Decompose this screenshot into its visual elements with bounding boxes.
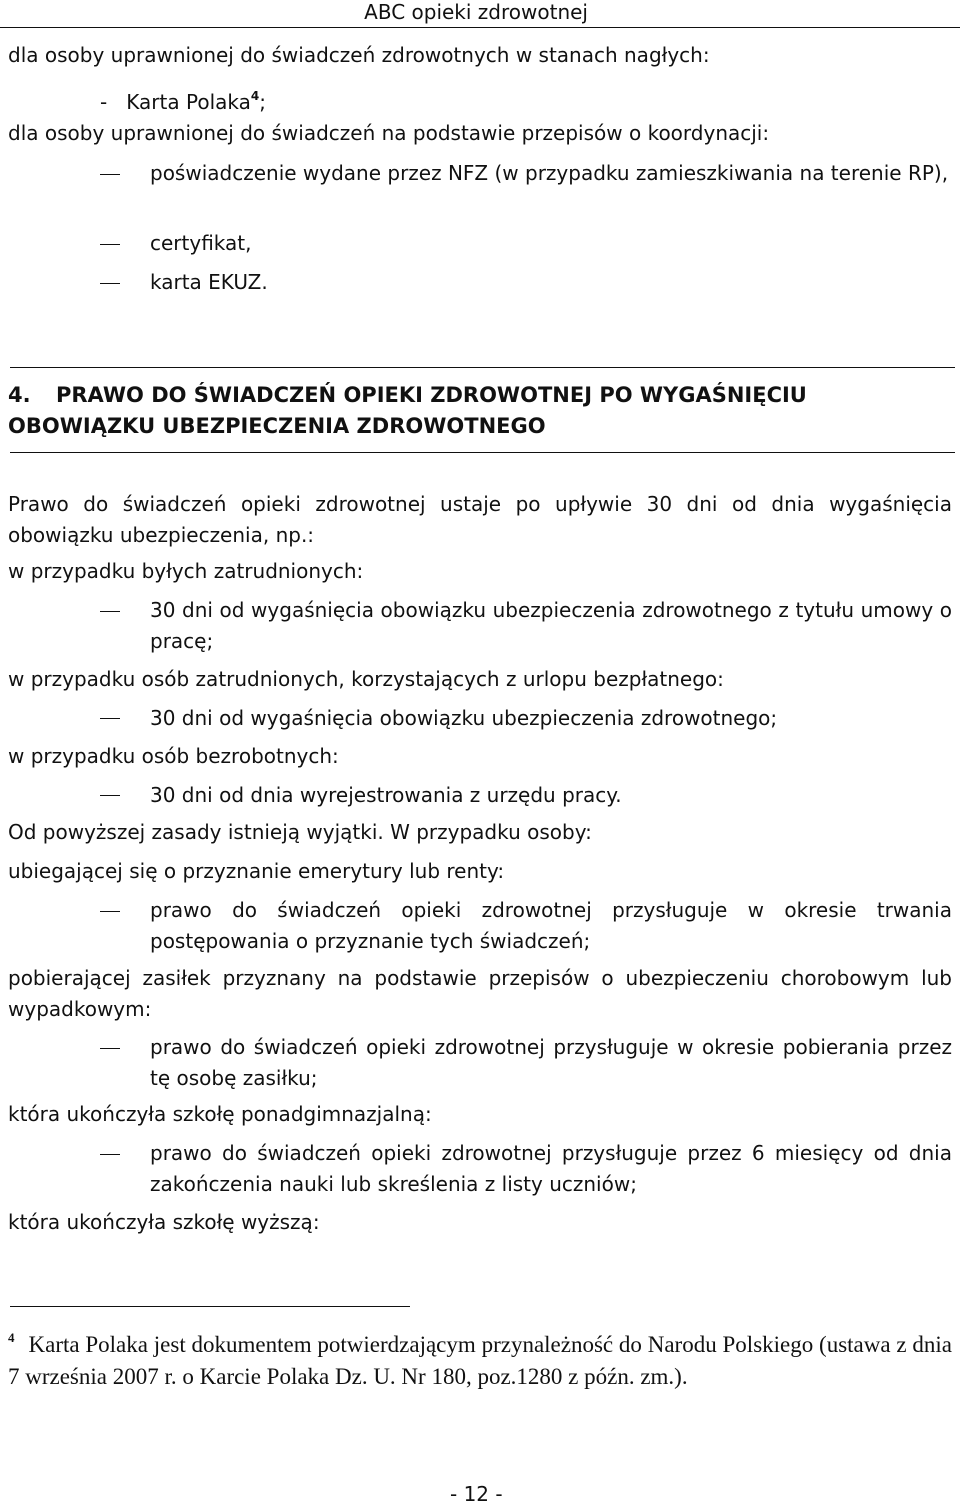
exceptions-intro: Od powyższej zasady istnieją wyjątki. W przypadku osoby: (8, 820, 592, 844)
header-rule (0, 27, 960, 28)
dash-bullet-marker (100, 911, 120, 912)
karta-polaka-suffix: ; (259, 90, 266, 114)
section-bottom-rule (10, 452, 955, 453)
dash-bullet-marker (100, 718, 120, 719)
dash-bullet-marker (100, 1048, 120, 1049)
case-sickness-benefit: pobierającej zasiłek przyznany na podstawie przepisów o ubezpieczeniu chorobowym lub wypadkowym: (8, 966, 952, 1021)
dash-bullet-marker (100, 611, 120, 612)
bullet-unemployed: 30 dni od dnia wyrejestrowania z urzędu pracy. (150, 783, 622, 807)
dash-bullet-marker (100, 795, 120, 796)
section-heading-line1 (8, 380, 958, 411)
section-title-line2: OBOWIĄZKU UBEZPIECZENIA ZDROWOTNEGO (8, 414, 546, 438)
paragraph-rule-intro: Prawo do świadczeń opieki zdrowotnej ustaje po upływie 30 dni od dnia wygaśnięcia obowiązku ubezpieczenia, np.: (8, 492, 952, 547)
bullet-secondary-school: prawo do świadczeń opieki zdrowotnej przysługuje przez 6 miesięcy od dnia zakończenia nauki lub skreślenia z listy uczniów; (150, 1141, 952, 1196)
running-header: ABC opieki zdrowotnej (364, 0, 588, 24)
case-former-employees: w przypadku byłych zatrudnionych: (8, 559, 364, 583)
case-unpaid-leave: w przypadku osób zatrudnionych, korzystających z urlopu bezpłatnego: (8, 667, 724, 691)
intro-line-emergency: dla osoby uprawnionej do świadczeń zdrowotnych w stanach nagłych: (8, 43, 710, 67)
intro-karta-polaka (100, 81, 266, 117)
intro-line-coordination: dla osoby uprawnionej do świadczeń na podstawie przepisów o koordynacji: (8, 121, 770, 145)
case-higher-education: która ukończyła szkołę wyższą: (8, 1210, 320, 1234)
dash-bullet-marker (100, 174, 120, 175)
case-secondary-school: która ukończyła szkołę ponadgimnazjalną: (8, 1102, 432, 1126)
bullet-unpaid-leave: 30 dni od wygaśnięcia obowiązku ubezpieczenia zdrowotnego; (150, 706, 778, 730)
bullet-ekuz: karta EKUZ. (150, 270, 268, 294)
dash-bullet-marker (100, 283, 120, 284)
bullet-sickness-benefit: prawo do świadczeń opieki zdrowotnej przysługuje w okresie pobierania przez tę osobę zasiłku; (150, 1035, 952, 1090)
bullet-nfz-certificate: poświadczenie wydane przez NFZ (w przypadku zamieszkiwania na terenie RP), (150, 161, 949, 185)
dash-bullet-marker (100, 244, 120, 245)
footnote (8, 1322, 952, 1393)
karta-polaka-text: - Karta Polaka (100, 90, 251, 114)
section-top-rule (10, 367, 955, 368)
footnote-mark: 4 (8, 1330, 15, 1345)
bullet-former-employees: 30 dni od wygaśnięcia obowiązku ubezpieczenia zdrowotnego z tytułu umowy o pracę; (150, 598, 952, 653)
footnote-rule (10, 1306, 410, 1307)
page-number: - 12 - (450, 1482, 503, 1506)
section-title-line1: PRAWO DO ŚWIADCZEŃ OPIEKI ZDROWOTNEJ PO WYGAŚNIĘCIU (56, 383, 807, 407)
footnote-text: Karta Polaka jest dokumentem potwierdzającym przynależność do Narodu Polskiego (ustawa z dnia 7 września 2007 r. o Karcie Polaka Dz. U. Nr 180, poz.1280 z późn. zm.). (8, 1332, 952, 1389)
bullet-pension-application: prawo do świadczeń opieki zdrowotnej przysługuje w okresie trwania postępowania o przyznanie tych świadczeń; (150, 898, 952, 953)
footnote-ref: 4 (250, 89, 260, 103)
bullet-certificate: certyfikat, (150, 231, 252, 255)
dash-bullet-marker (100, 1154, 120, 1155)
case-pension-application: ubiegającej się o przyznanie emerytury lub renty: (8, 859, 505, 883)
section-number: 4. (8, 383, 31, 407)
section-heading (8, 380, 958, 442)
case-unemployed: w przypadku osób bezrobotnych: (8, 744, 339, 768)
